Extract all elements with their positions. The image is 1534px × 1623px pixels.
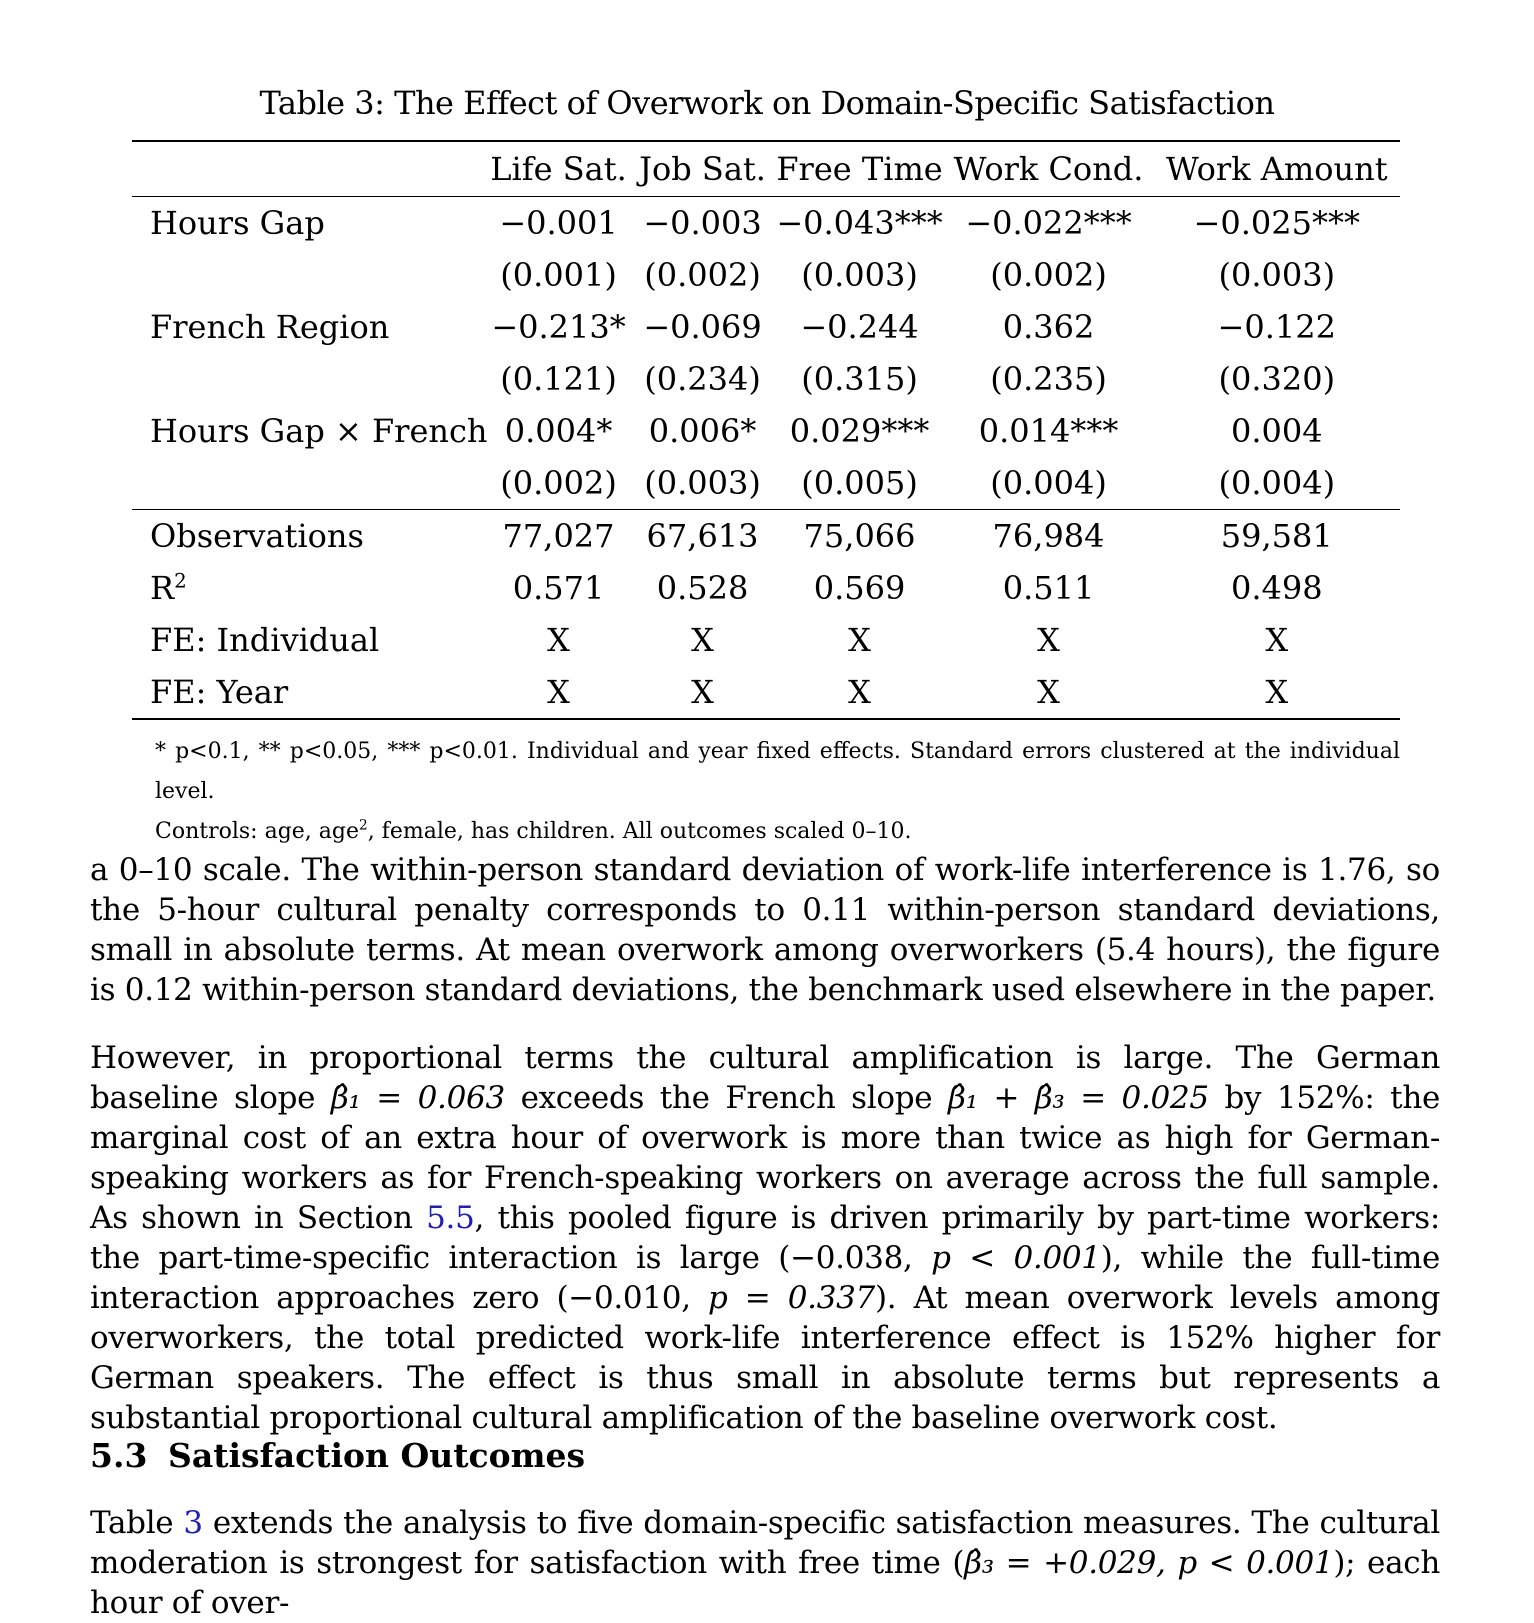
paragraph-text: Table [90,1505,184,1541]
notes-superscript: 2 [359,817,368,834]
table-cell: 0.528 [656,569,749,607]
table-cell: (0.315) [801,360,918,398]
table-notes-line2 [155,812,1400,852]
table-cell: X [848,673,871,711]
table-cell: (0.005) [801,464,918,502]
section-title: Satisfaction Outcomes [168,1436,586,1475]
table-cell: −0.025*** [1193,204,1360,242]
table-cell: 0.571 [512,569,605,607]
table-cell: −0.022*** [965,204,1132,242]
header-cell: Free Time [776,150,943,188]
table-row [132,510,1400,563]
table-cell: 0.569 [813,569,906,607]
table-cell: 0.362 [1002,308,1095,346]
table-cell: 0.014*** [978,412,1119,450]
table-cell: (0.002) [500,464,617,502]
row-label: FE: Year [150,673,289,711]
paragraph-text: extends the analysis to five domain-specific satisfaction measures. The cultural moderation is strongest for satisfaction with free time ( [90,1505,1440,1581]
table-row [132,562,1400,614]
table-cell: −0.122 [1217,308,1336,346]
section-reference-link[interactable]: 5.5 [426,1200,475,1236]
table-row [132,249,1400,301]
paragraph-text: ). At mean overwork levels among overworkers, the total predicted work-life interference effect is 152% higher for German speakers. The effect is thus small in absolute terms but represents a substantial proportional cultural amplification of the baseline overwork cost. [90,1280,1440,1436]
table-cell: 0.511 [1002,569,1095,607]
paragraph-text: by 152%: the marginal cost of an extra hour of overwork is more than twice as high for German-speaking workers as for French-speaking workers on average across the full sample. As shown in Section [90,1080,1441,1236]
header-cell: Work Cond. [953,150,1144,188]
math-expression: p < 0.001 [931,1240,1101,1276]
table-cell: X [547,673,570,711]
header-cell: Job Sat. [639,150,766,188]
table-row [132,301,1400,353]
table-cell: (0.121) [500,360,617,398]
table-cell: X [1037,673,1060,711]
row-label [132,249,488,301]
paragraph-text: However, in proportional terms the cultural amplification is large. The German baseline slope [90,1040,1440,1116]
table-cell: −0.069 [643,308,762,346]
table-row [132,614,1400,666]
table-cell: −0.001 [499,204,618,242]
table-cell: X [1265,621,1289,659]
section-heading [90,1436,585,1475]
table-notes-line1: * p<0.1, ** p<0.05, *** p<0.01. Individual and year fixed effects. Standard errors clustered at the individual level. [155,739,1400,804]
table-cell: (0.235) [990,360,1107,398]
header-cell [132,141,488,197]
table-row [132,405,1400,457]
table-cell: (0.001) [500,256,617,294]
table-cell: (0.003) [801,256,918,294]
math-expression: β̂₃ = +0.029, p < 0.001 [964,1545,1334,1581]
section-number: 5.3 [90,1436,148,1475]
header-cell: Work Amount [1165,150,1388,188]
math-expression: β̂₁ = 0.063 [330,1080,505,1116]
table-cell: (0.003) [644,464,761,502]
header-cell: Life Sat. [490,150,627,188]
table-row [132,666,1400,719]
table-cell: −0.043*** [776,204,943,242]
body-paragraph-1: a 0–10 scale. The within-person standard deviation of work-life interference is 1.76, so the 5-hour cultural penalty corresponds to 0.11 within-person standard deviations, small in absolute terms. At mean overwork among overworkers (5.4 hours), the figure is 0.12 within-person standard deviations, the benchmark used elsewhere in the paper. [90,852,1440,1008]
paragraph-text: , this pooled figure is driven primarily by part-time workers: the part-time-specific interaction is large (−0.038, [90,1200,1440,1276]
table-cell: 59,581 [1220,517,1333,555]
table-cell: (0.003) [1218,256,1336,294]
row-label [132,457,488,510]
table-cell: 0.498 [1230,569,1323,607]
table-caption: Table 3: The Effect of Overwork on Domain-Specific Satisfaction [259,84,1275,122]
table-row [132,353,1400,405]
regression-table [132,140,1400,720]
body-paragraph-2 [90,1038,1440,1438]
table-row [132,457,1400,510]
row-label: FE: Individual [150,621,380,659]
row-label: Observations [150,517,364,555]
math-expression: β̂₁ + β̂₃ = 0.025 [948,1080,1209,1116]
table-cell: (0.004) [1218,464,1336,502]
table-cell: 0.004* [504,412,613,450]
notes-text: Controls: age, age [155,819,360,844]
table-cell: 75,066 [803,517,916,555]
table-notes [155,732,1400,852]
row-label [132,353,488,405]
table-header-row [132,141,1400,197]
notes-text: , female, has children. All outcomes scaled 0–10. [367,819,912,844]
table-cell: −0.213* [491,308,626,346]
row-label: French Region [150,308,390,346]
table-cell: 0.029*** [789,412,930,450]
row-label: Hours Gap [150,204,325,242]
table-cell: X [1265,673,1289,711]
table-cell: (0.234) [644,360,761,398]
table-cell: X [1037,621,1060,659]
table-cell: 0.004 [1230,412,1323,450]
r-squared-label: R [150,569,175,607]
paragraph-text: ), while the full-time interaction approaches zero (−0.010, [90,1240,1440,1316]
table-cell: 67,613 [646,517,759,555]
table-cell: −0.003 [643,204,762,242]
table-cell: X [848,621,871,659]
math-expression: p = 0.337 [708,1280,875,1316]
table-cell: (0.002) [644,256,761,294]
table-cell: X [691,673,714,711]
table-row [132,197,1400,250]
table-cell: −0.244 [800,308,919,346]
table-cell: X [691,621,714,659]
table-reference-link[interactable]: 3 [183,1505,203,1541]
body-paragraph-3 [90,1503,1440,1623]
table-cell: (0.004) [990,464,1107,502]
paragraph-text: ); each hour of over- [90,1545,1440,1621]
table-cell: X [547,621,570,659]
table-cell: (0.320) [1218,360,1336,398]
table-cell: 77,027 [502,517,615,555]
table-cell: 76,984 [992,517,1105,555]
row-label [132,562,488,614]
row-label: Hours Gap × French [150,412,488,450]
table-cell: 0.006* [648,412,757,450]
table-cell: (0.002) [990,256,1107,294]
paragraph-text: exceeds the French slope [504,1080,949,1116]
r-squared-superscript: 2 [174,569,187,593]
